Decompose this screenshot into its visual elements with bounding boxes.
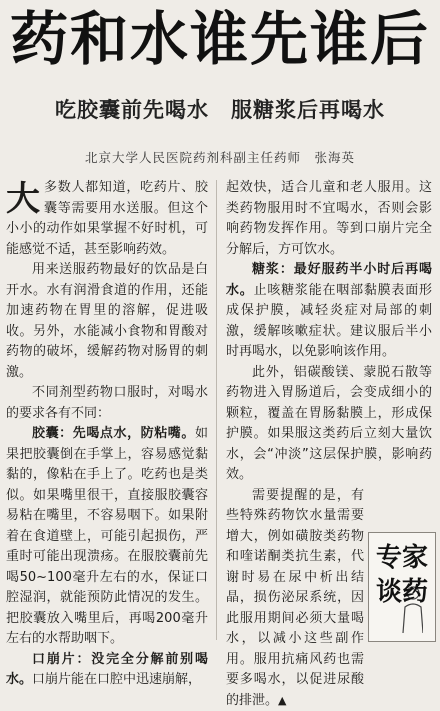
headline: 药和水谁先谁后 (0, 4, 440, 74)
article-column-left (6, 178, 208, 691)
subheadline: 吃胶囊前先喝水 服糖浆后再喝水 (0, 94, 440, 124)
column-divider (216, 180, 217, 640)
syrup-text: 止咳糖浆能在咽部黏膜表面形成保护膜，减轻炎症对局部的刺激，缓解咳嗽症状。建议服后半小时再喝水，以免影响该作用。 (226, 283, 432, 360)
special-drugs-text: 需要提醒的是，有些特殊药物饮水量需要增大，例如磺胺类药物和喹诺酮类抗生素，代谢时易在尿中析出结晶，损伤泌尿系统，因此服用期间必须大量喝水，以减小这些副作用。服用抗痛风药也需要多喝水，以促进尿酸的排泄。 (226, 488, 364, 708)
paragraph-orally-disintegrating (6, 650, 208, 691)
badge-label-line1: 专家 (369, 541, 435, 575)
paragraph-capsule (6, 424, 208, 650)
end-mark: ▲ (278, 694, 286, 707)
badge-label (369, 541, 435, 609)
capsule-heading: 胶囊：先喝点水，防粘嘴。 (32, 426, 195, 441)
expert-column-badge (368, 532, 436, 642)
byline: 北京大学人民医院药剂科副主任药师 张海英 (0, 148, 440, 166)
drop-cap: 大 (6, 180, 40, 218)
paragraph-water: 用来送服药物最好的饮品是白开水。水有润滑食道的作用，还能加速药物在胃里的溶解，促进吸收。另外，水能减小食物和胃酸对药物的破坏，缓解药物对肠胃的刺激。 (6, 260, 208, 383)
paragraph-dosage-forms: 不同剂型药物口服时，对喝水的要求各有不同： (6, 383, 208, 424)
syrup-heading: 糖浆：最好服药半小时后再喝水。 (226, 262, 432, 298)
capsule-text: 如果把胶囊倒在手掌上，容易感觉黏黏的，像粘在手上了。吃药也是类似。如果嘴里很干，直接服胶囊容易粘在嘴里，不容易咽下。如果附着在食道壁上，可能引起损伤，严重时可能出现溃疡。在服胶囊前先喝50~100毫升左右的水，保证口腔湿润，就能预防此情况的发生。把胶囊放入嘴里后，再喝200毫升左右的水帮助咽下。 (6, 426, 208, 646)
paragraph-protective-drugs: 此外，铝碳酸镁、蒙脱石散等药物进入胃肠道后，会变成细小的颗粒，覆盖在胃肠黏膜上，形成保护膜。如果服这类药后立刻大量饮水，会“冲淡”这层保护膜，影响药效。 (226, 363, 432, 486)
paragraph-special-drugs (226, 486, 364, 711)
orally-disintegrating-text: 口崩片能在口腔中迅速崩解， (32, 672, 201, 687)
paragraph-intro-text: 多数人都知道，吃药片、胶囊等需要用水送服。但这个小小的动作如果掌握不好时机，可能感觉不适，甚至影响药效。 (6, 180, 208, 257)
paragraph-continued: 起效快，适合儿童和老人服用。这类药物服用时不宜喝水，否则会影响药物发挥作用。等到口崩片完全分解后，方可饮水。 (226, 178, 432, 260)
paragraph-intro (6, 178, 208, 260)
paragraph-syrup (226, 260, 432, 363)
badge-label-line2: 谈药 (369, 575, 435, 609)
orally-disintegrating-heading: 口崩片：没完全分解前别喝水。 (6, 652, 208, 688)
